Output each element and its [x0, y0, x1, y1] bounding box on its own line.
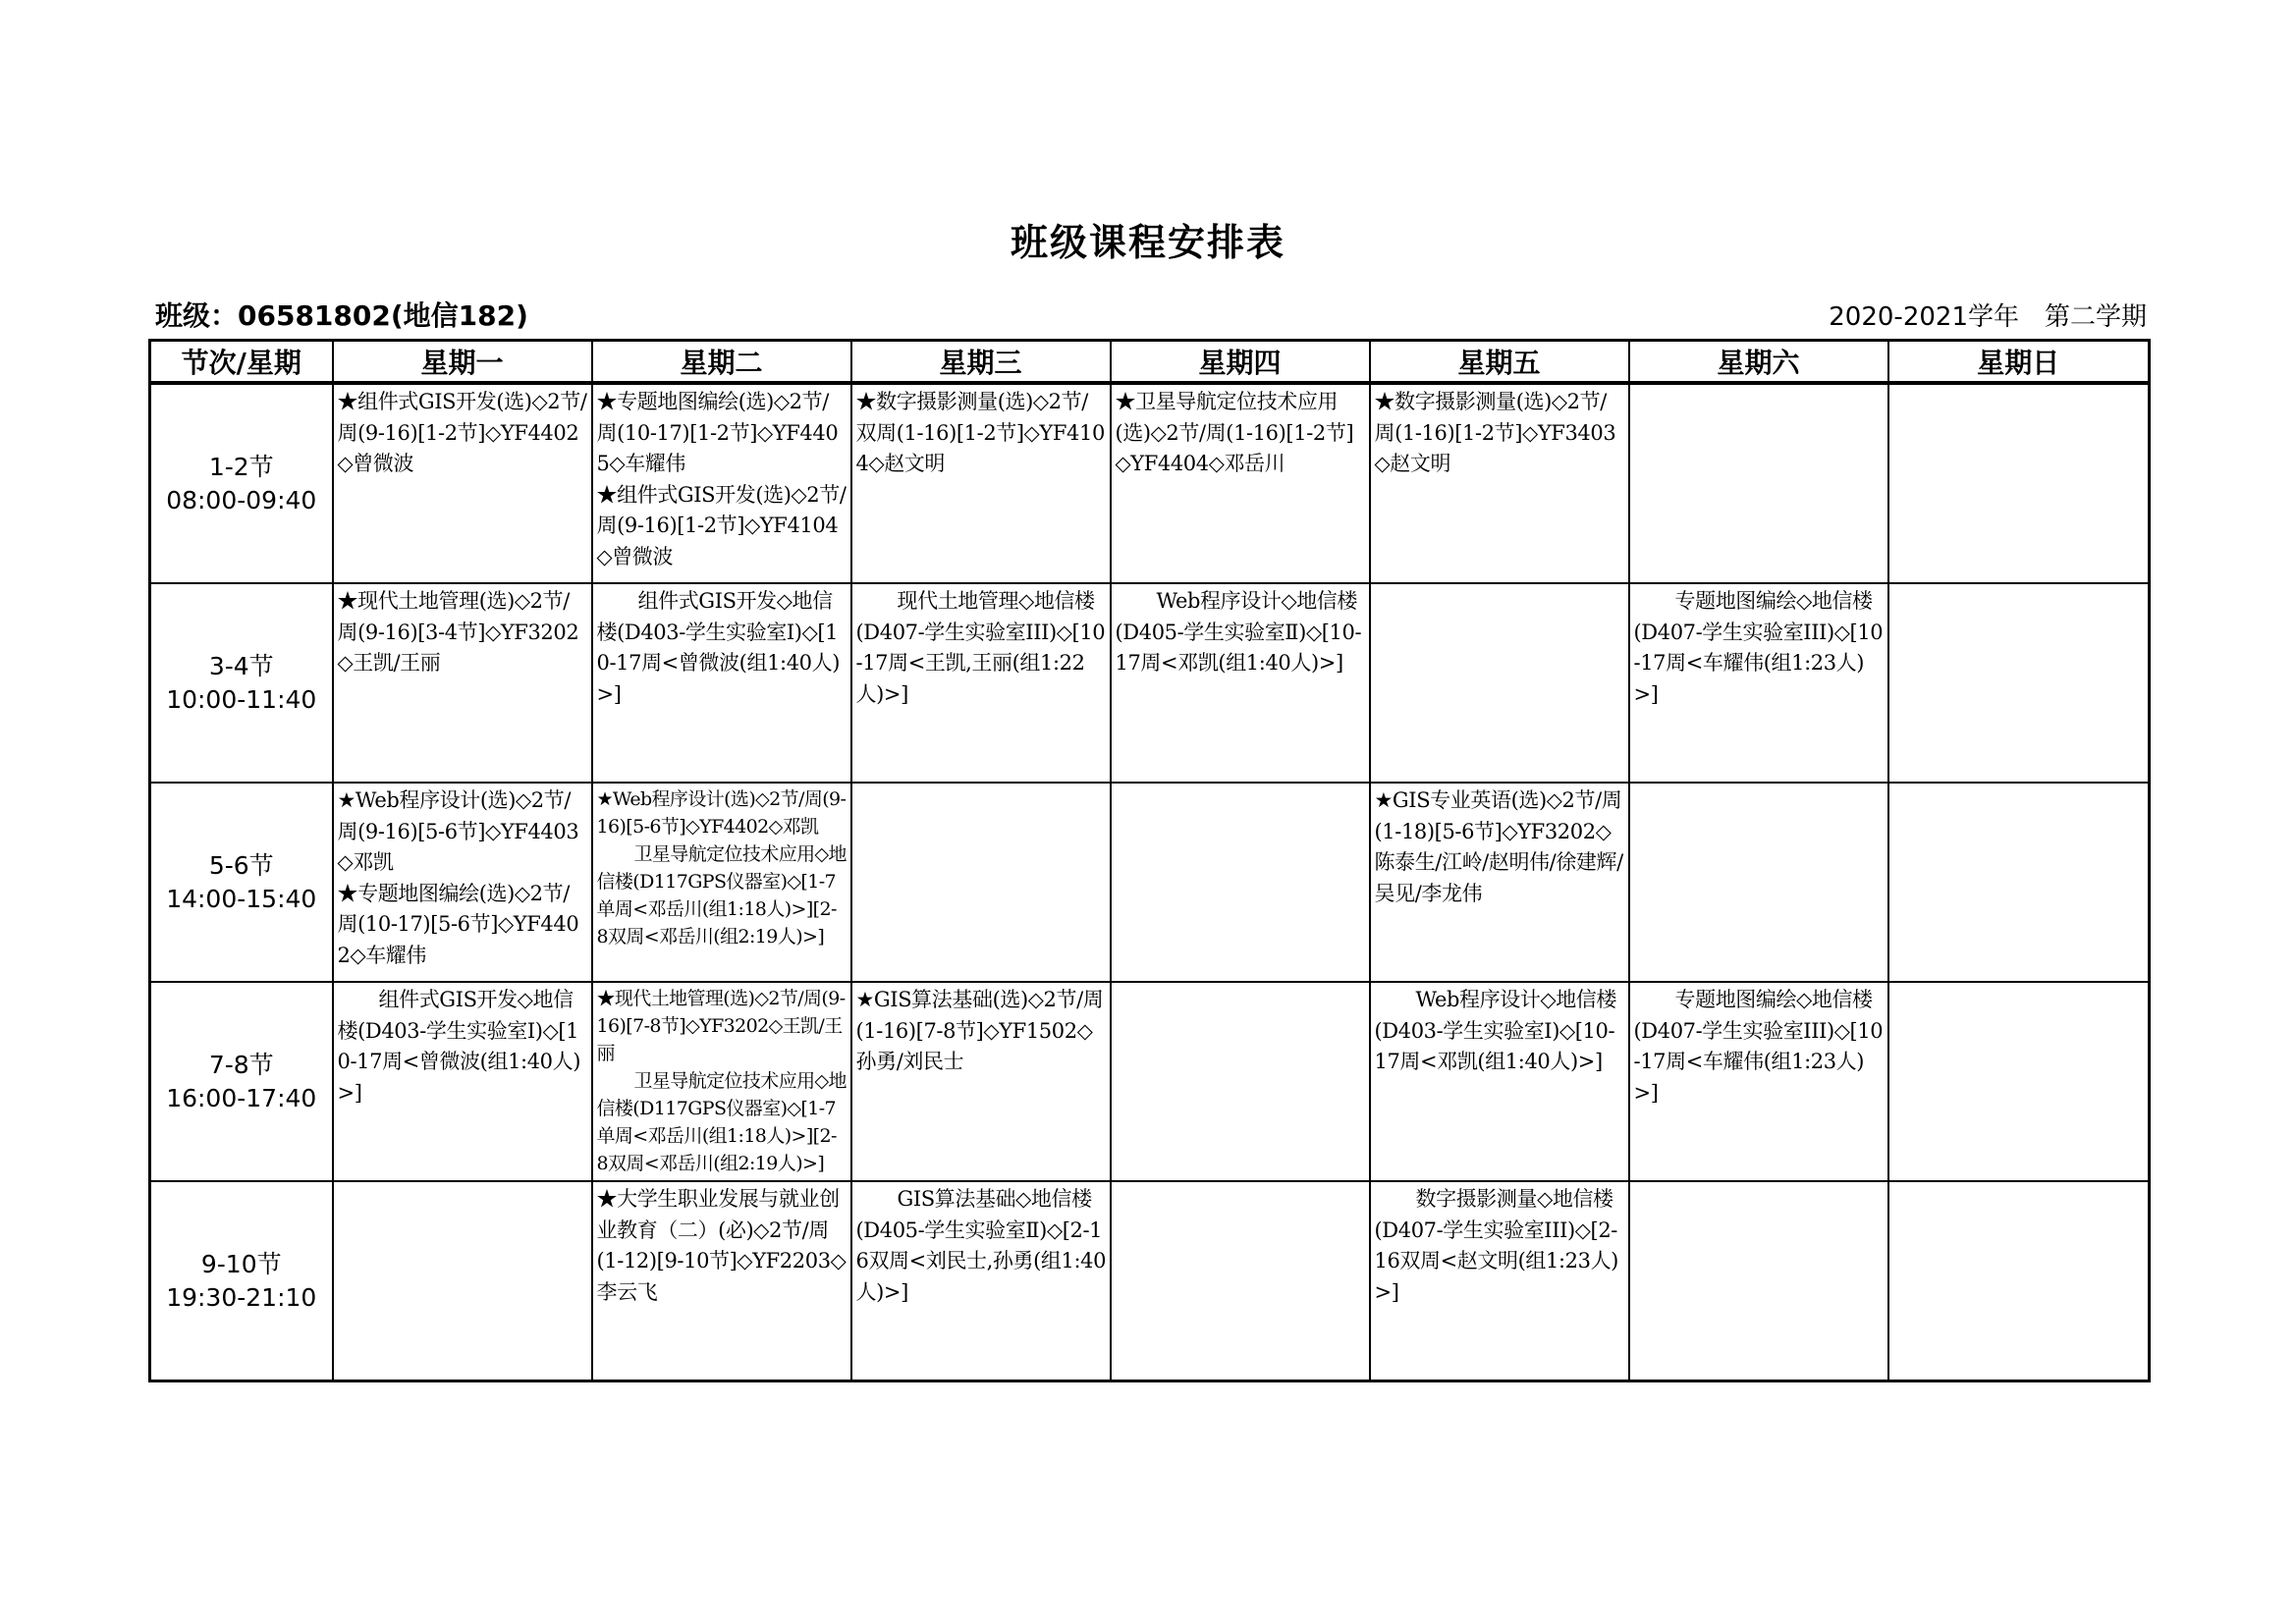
table-row	[150, 783, 2150, 982]
header-period: 节次/星期	[150, 341, 333, 384]
period-label: 3-4节	[208, 651, 274, 680]
course-entry: ★Web程序设计(选)◇2节/周(9-16)[5-6节]◇YF4403◇邓凯	[337, 788, 579, 874]
period-label: 1-2节	[208, 452, 274, 481]
course-entry: 组件式GIS开发◇地信楼(D403-学生实验室Ⅰ)◇[10-17周<曾微波(组1:40人)>]	[596, 589, 841, 706]
period-cell	[150, 583, 333, 783]
course-cell-wed	[851, 783, 1111, 982]
course-cell-sun	[1888, 982, 2150, 1181]
course-entry: Web程序设计◇地信楼(D405-学生实验室Ⅱ)◇[10-17周<邓凯(组1:40人)>]	[1115, 589, 1362, 675]
course-cell-wed	[851, 383, 1111, 583]
period-label: 9-10节	[200, 1249, 282, 1278]
course-cell-sun	[1888, 583, 2150, 783]
course-entry: 专题地图编绘◇地信楼(D407-学生实验室III)◇[10-17周<车耀伟(组1:23人)>]	[1633, 988, 1884, 1105]
course-entry: ★组件式GIS开发(选)◇2节/周(9-16)[1-2节]◇YF4104◇曾微波	[596, 482, 847, 568]
header-wednesday: 星期三	[851, 341, 1111, 384]
course-cell-fri	[1370, 982, 1629, 1181]
term-info	[1829, 297, 2147, 333]
course-cell-thu	[1111, 383, 1370, 583]
header-row	[150, 341, 2150, 384]
course-cell-sun	[1888, 383, 2150, 583]
course-entry: 卫星导航定位技术应用◇地信楼(D117GPS仪器室)◇[1-7单周<邓岳川(组1:18人)>][2-8双周<邓岳川(组2:19人)>]	[596, 843, 847, 947]
course-entry: ★现代土地管理(选)◇2节/周(9-16)[7-8节]◇YF3202◇王凯/王丽	[596, 988, 846, 1064]
course-entry: 组件式GIS开发◇地信楼(D403-学生实验室Ⅰ)◇[10-17周<曾微波(组1:40人)>]	[337, 988, 581, 1105]
period-cell	[150, 982, 333, 1181]
class-info: 班级：06581802(地信182)	[155, 299, 528, 332]
course-cell-sat	[1629, 583, 1888, 783]
course-entry: ★卫星导航定位技术应用(选)◇2节/周(1-16)[1-2节]◇YF4404◇邓岳川	[1115, 390, 1354, 475]
period-cell	[150, 383, 333, 583]
course-cell-sun	[1888, 1181, 2150, 1381]
period-time: 08:00-09:40	[166, 485, 317, 514]
header-thursday: 星期四	[1111, 341, 1370, 384]
course-entry: ★GIS专业英语(选)◇2节/周(1-18)[5-6节]◇YF3202◇陈泰生/江岭/赵明伟/徐建辉/吴见/李龙伟	[1374, 788, 1623, 905]
table-row	[150, 982, 2150, 1181]
course-cell-tue	[592, 1181, 851, 1381]
period-label: 7-8节	[208, 1050, 274, 1079]
course-cell-tue	[592, 583, 851, 783]
course-cell-fri	[1370, 383, 1629, 583]
period-cell	[150, 1181, 333, 1381]
header-monday: 星期一	[333, 341, 592, 384]
course-cell-fri	[1370, 783, 1629, 982]
course-cell-sat	[1629, 783, 1888, 982]
course-entry: ★Web程序设计(选)◇2节/周(9-16)[5-6节]◇YF4402◇邓凯	[596, 788, 847, 838]
course-cell-thu	[1111, 783, 1370, 982]
course-cell-sun	[1888, 783, 2150, 982]
course-cell-mon	[333, 383, 592, 583]
header-tuesday: 星期二	[592, 341, 851, 384]
course-entry: ★专题地图编绘(选)◇2节/周(10-17)[5-6节]◇YF4402◇车耀伟	[337, 881, 579, 967]
header-saturday: 星期六	[1629, 341, 1888, 384]
course-cell-mon	[333, 1181, 592, 1381]
course-cell-tue	[592, 383, 851, 583]
course-cell-wed	[851, 982, 1111, 1181]
course-cell-tue	[592, 982, 851, 1181]
course-cell-wed	[851, 583, 1111, 783]
course-entry: ★数字摄影测量(选)◇2节/双周(1-16)[1-2节]◇YF4104◇赵文明	[855, 390, 1105, 475]
academic-year: 2020-2021学年	[1829, 302, 2019, 332]
table-row	[150, 583, 2150, 783]
course-cell-thu	[1111, 583, 1370, 783]
table-row	[150, 1181, 2150, 1381]
period-time: 16:00-17:40	[166, 1083, 317, 1112]
course-cell-mon	[333, 783, 592, 982]
course-cell-thu	[1111, 1181, 1370, 1381]
course-entry: 现代土地管理◇地信楼(D407-学生实验室III)◇[10-17周<王凯,王丽(组1:22人)>]	[855, 589, 1106, 706]
course-cell-wed	[851, 1181, 1111, 1381]
course-cell-fri	[1370, 1181, 1629, 1381]
course-entry: GIS算法基础◇地信楼(D405-学生实验室Ⅱ)◇[2-16双周<刘民士,孙勇(组1:40人)>]	[855, 1187, 1107, 1304]
course-cell-thu	[1111, 982, 1370, 1181]
table-row	[150, 383, 2150, 583]
course-entry: 卫星导航定位技术应用◇地信楼(D117GPS仪器室)◇[1-7单周<邓岳川(组1:18人)>][2-8双周<邓岳川(组2:19人)>]	[596, 1070, 847, 1174]
header-sunday: 星期日	[1888, 341, 2150, 384]
period-cell	[150, 783, 333, 982]
header-friday: 星期五	[1370, 341, 1629, 384]
course-cell-mon	[333, 982, 592, 1181]
course-cell-tue	[592, 783, 851, 982]
course-entry: ★现代土地管理(选)◇2节/周(9-16)[3-4节]◇YF3202◇王凯/王丽	[337, 589, 579, 675]
period-time: 19:30-21:10	[166, 1282, 317, 1312]
period-time: 10:00-11:40	[166, 684, 317, 714]
course-entry: ★大学生职业发展与就业创业教育（二）(必)◇2节/周(1-12)[9-10节]◇YF2203◇李云飞	[596, 1187, 847, 1304]
course-entry: Web程序设计◇地信楼(D403-学生实验室Ⅰ)◇[10-17周<邓凯(组1:40人)>]	[1374, 988, 1616, 1073]
course-entry: ★GIS算法基础(选)◇2节/周(1-16)[7-8节]◇YF1502◇孙勇/刘民士	[855, 988, 1104, 1073]
period-time: 14:00-15:40	[166, 884, 317, 913]
course-cell-mon	[333, 583, 592, 783]
course-entry: ★数字摄影测量(选)◇2节/周(1-16)[1-2节]◇YF3403◇赵文明	[1374, 390, 1616, 475]
period-label: 5-6节	[208, 850, 274, 880]
semester: 第二学期	[2044, 302, 2147, 332]
course-cell-sat	[1629, 1181, 1888, 1381]
course-entry: 数字摄影测量◇地信楼(D407-学生实验室III)◇[2-16双周<赵文明(组1:23人)>]	[1374, 1187, 1618, 1304]
course-entry: ★组件式GIS开发(选)◇2节/周(9-16)[1-2节]◇YF4402◇曾微波	[337, 390, 587, 475]
course-cell-sat	[1629, 383, 1888, 583]
course-entry: ★专题地图编绘(选)◇2节/周(10-17)[1-2节]◇YF4405◇车耀伟	[596, 390, 839, 475]
schedule-table	[148, 339, 2151, 1382]
course-cell-fri	[1370, 583, 1629, 783]
course-entry: 专题地图编绘◇地信楼(D407-学生实验室III)◇[10-17周<车耀伟(组1:23人)>]	[1633, 589, 1884, 706]
course-cell-sat	[1629, 982, 1888, 1181]
page-title: 班级课程安排表	[1010, 221, 1285, 264]
